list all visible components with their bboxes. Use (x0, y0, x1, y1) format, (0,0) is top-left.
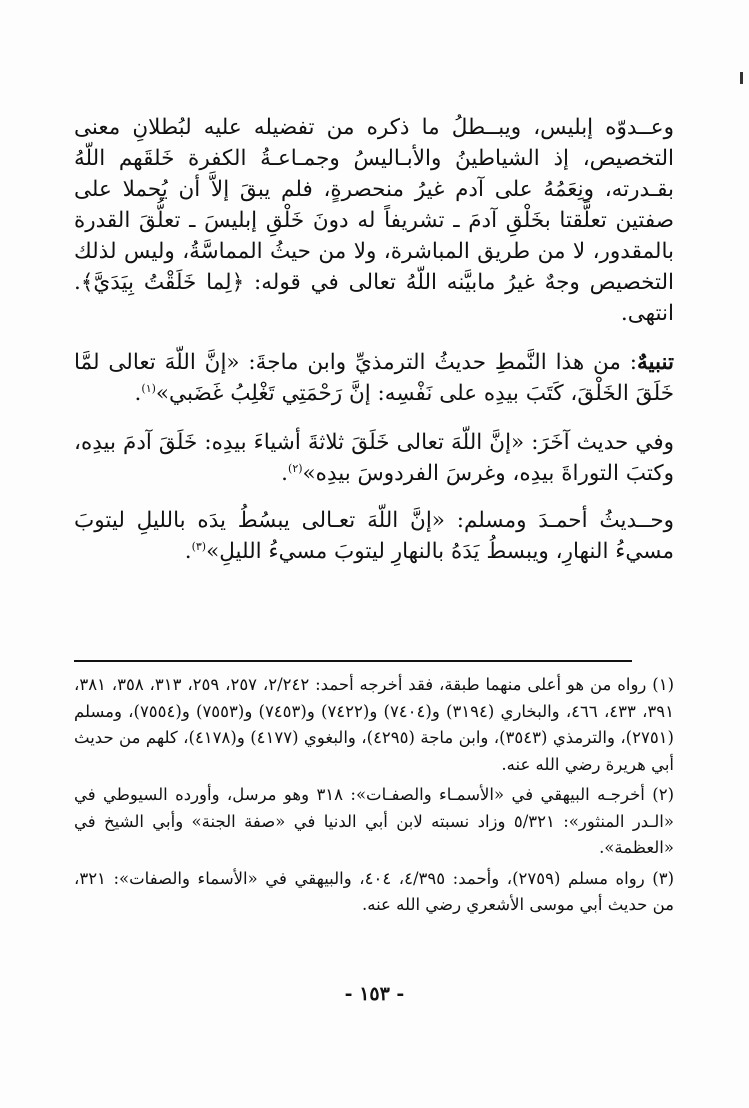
footnote-ref-1[interactable]: (١) (141, 381, 156, 395)
paragraph-1-text: وعــدوّه إبليس، ويبــطلُ ما ذكره من تفضيله عليه لبُطلانِ معنى التخصيص، إذ الشياطينُ والأبـاليسُ وجمـاعـةُ الكفرة خَلقَهم اللّهُ بقـدرته، ونِعَمُهُ على آدم غيرُ منحصرةٍ، فلم يبقَ إلاَّ أن يُحملا على صفتين تعلَّقتا بخَلْقِ آدمَ ـ تشريفاً له دونَ خَلْقِ إبليسَ ـ تعلُّقَ القدرة بالمقدور، لا من طريق المباشرة، ولا من حيثُ المماسَّةُ، وليس لذلك التخصيص وجهٌ غيرُ مابيَّنه اللّهُ تعالى في قوله: ﴿لِما خَلَقْتُ بِيَدَيَّ﴾. انتهى. (74, 115, 674, 326)
main-text (74, 112, 674, 585)
paragraph-4-end: . (184, 539, 192, 564)
paragraph-2-text: : من هذا النَّمطِ حديثُ الترمذيِّ وابن ماجةَ: «إنَّ اللّهَ تعالى لمَّا خَلَقَ الخَلْقَ، كَتَبَ بيدِه على نَفْسِه: إنَّ رَحْمَتِي تَغْلِبُ غَضَبي» (74, 350, 674, 406)
paragraph-2-heading: تنبيهٌ (637, 350, 674, 375)
paragraph-4-text: وحــديثُ أحمـدَ ومسلم: «إنَّ اللّهَ تعـالى يبسُطُ يدَه بالليلِ ليتوبَ مسيءُ النهارِ، ويبسطُ يَدَهُ بالنهارِ ليتوبَ مسيءُ الليلِ» (74, 508, 674, 564)
scan-edge-mark (740, 72, 743, 84)
paragraph-3-text: وفي حديث آخَرَ: «إنَّ اللّهَ تعالى خَلَقَ ثلاثةَ أشياءَ بيدِه: خَلَقَ آدمَ بيدِه، وكتبَ التوراةَ بيدِه، وغرسَ الفردوسَ بيدِه» (74, 430, 674, 486)
paragraph-1 (74, 112, 674, 329)
footnote-3: (٣) رواه مسلم (٢٧٥٩)، وأحمد: ٤/٣٩٥، ٤٠٤، والبيهقي في «الأسماء والصفات»: ٣٢١، من حديث أبي موسى الأشعري رضي الله عنه. (74, 868, 675, 914)
paragraph-3 (74, 427, 674, 489)
page-number: - ١٥٣ - (344, 983, 405, 1005)
paragraph-2-end: . (134, 381, 142, 406)
footnote-ref-2[interactable]: (٢) (288, 461, 303, 475)
paragraph-4 (74, 505, 674, 567)
footnotes (74, 672, 674, 923)
footnote-1: (١) رواه من هو أعلى منهما طبقة، فقد أخرجه أحمد: ٢/٢٤٢، ٢٥٧، ٢٥٩، ٣١٣، ٣٥٨، ٣٨١، ٣٩١، ٤٣٣، ٤٦٦، والبخاري (٣١٩٤) و(٧٤٠٤) و(٧٤٢٢) و(٧٤٥٣) و(٧٥٥٣) و(٧٥٥٤)، ومسلم (٢٧٥١)، والترمذي (٣٥٤٣)، وابن ماجة (٤٢٩٥)، والبغوي (٤١٧٧) و(٤١٧٨)، كلهم من حديث أبي هريرة رضي الله عنه. (74, 675, 675, 774)
paragraph-3-end: . (281, 461, 289, 486)
footnote-2: (٢) أخرجـه البيهقي في «الأسمـاء والصفـات»: ٣١٨ وهو مرسل، وأورده السيوطي في «الـدر المنثور»: ٥/٣٢١ وزاد نسبته لابن أبي الدنيا في «صفة الجنة» وأبي الشيخ في «العظمة». (74, 785, 674, 857)
paragraph-2 (74, 347, 674, 409)
footnote-ref-3[interactable]: (٣) (191, 539, 207, 553)
footnote-divider (74, 660, 632, 662)
